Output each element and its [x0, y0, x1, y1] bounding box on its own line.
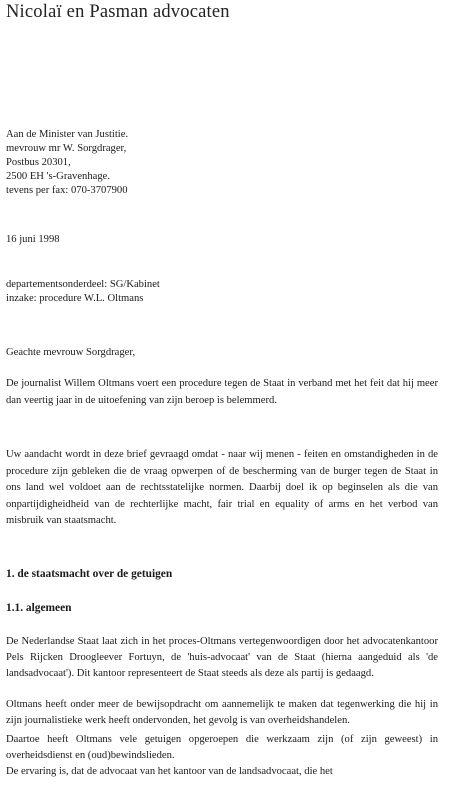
department-line: departementsonderdeel: SG/Kabinet	[6, 279, 160, 290]
body-paragraph: Oltmans heeft onder meer de bewijsopdracht om aannemelijk te maken dat tegenwerking die hij in zijn journalistieke werk heeft ondervonden, het gevolg is van overheidshandelen.	[6, 699, 438, 727]
address-fax-line: tevens per fax: 070-3707900	[6, 185, 128, 196]
subsection-heading: 1.1. algemeen	[6, 602, 72, 614]
letter-date: 16 juni 1998	[6, 234, 60, 245]
body-paragraph: Uw aandacht wordt in deze brief gevraagd omdat - naar wij menen - feiten en omstandigheden in de procedure zijn gebleken die de vraag opwerpen of de bescherming van de burger tegen de Staat in ons land wel voldoet aan de rechtsstatelijke normen. Daarbij doel ik op beginselen als die van onpartijdigheidheid van de rechterlijke macht, fair trial en equality of arms en het verbod van misbruik van staatsmacht.	[6, 449, 438, 527]
body-paragraph: De ervaring is, dat de advocaat van het kantoor van de landsadvocaat, die het	[6, 766, 333, 777]
recipient-address	[6, 128, 444, 198]
body-paragraph: Daartoe heeft Oltmans vele getuigen opgeroepen die werkzaam zijn (of zijn geweest) in overheidsdienst en (oud)bewindslieden.	[6, 734, 438, 762]
section-heading: 1. de staatsmacht over de getuigen	[6, 568, 173, 580]
regarding-line: inzake: procedure W.L. Oltmans	[6, 293, 144, 304]
subject-block	[6, 278, 444, 306]
address-line: 2500 EH 's-Gravenhage.	[6, 171, 110, 182]
body-paragraph: De Nederlandse Staat laat zich in het proces-Oltmans vertegenwoordigen door het advocatenkantoor Pels Rijcken Droogleever Fortuyn, de 'huis-advocaat' van de Staat (hierna aangeduid als 'de landsadvocaat'). Dit kantoor representeert de Staat steeds als deze als partij is gedaagd.	[6, 636, 438, 680]
letterhead-firm-name: Nicolaï en Pasman advocaten	[6, 2, 230, 22]
body-paragraph: De journalist Willem Oltmans voert een procedure tegen de Staat in verband met het feit dat hij meer dan veertig jaar in de uitoefening van zijn beroep is belemmerd.	[6, 378, 438, 406]
address-line: Postbus 20301,	[6, 157, 71, 168]
salutation: Geachte mevrouw Sorgdrager,	[6, 347, 136, 358]
address-line: Aan de Minister van Justitie.	[6, 129, 129, 140]
address-line: mevrouw mr W. Sorgdrager,	[6, 143, 127, 154]
